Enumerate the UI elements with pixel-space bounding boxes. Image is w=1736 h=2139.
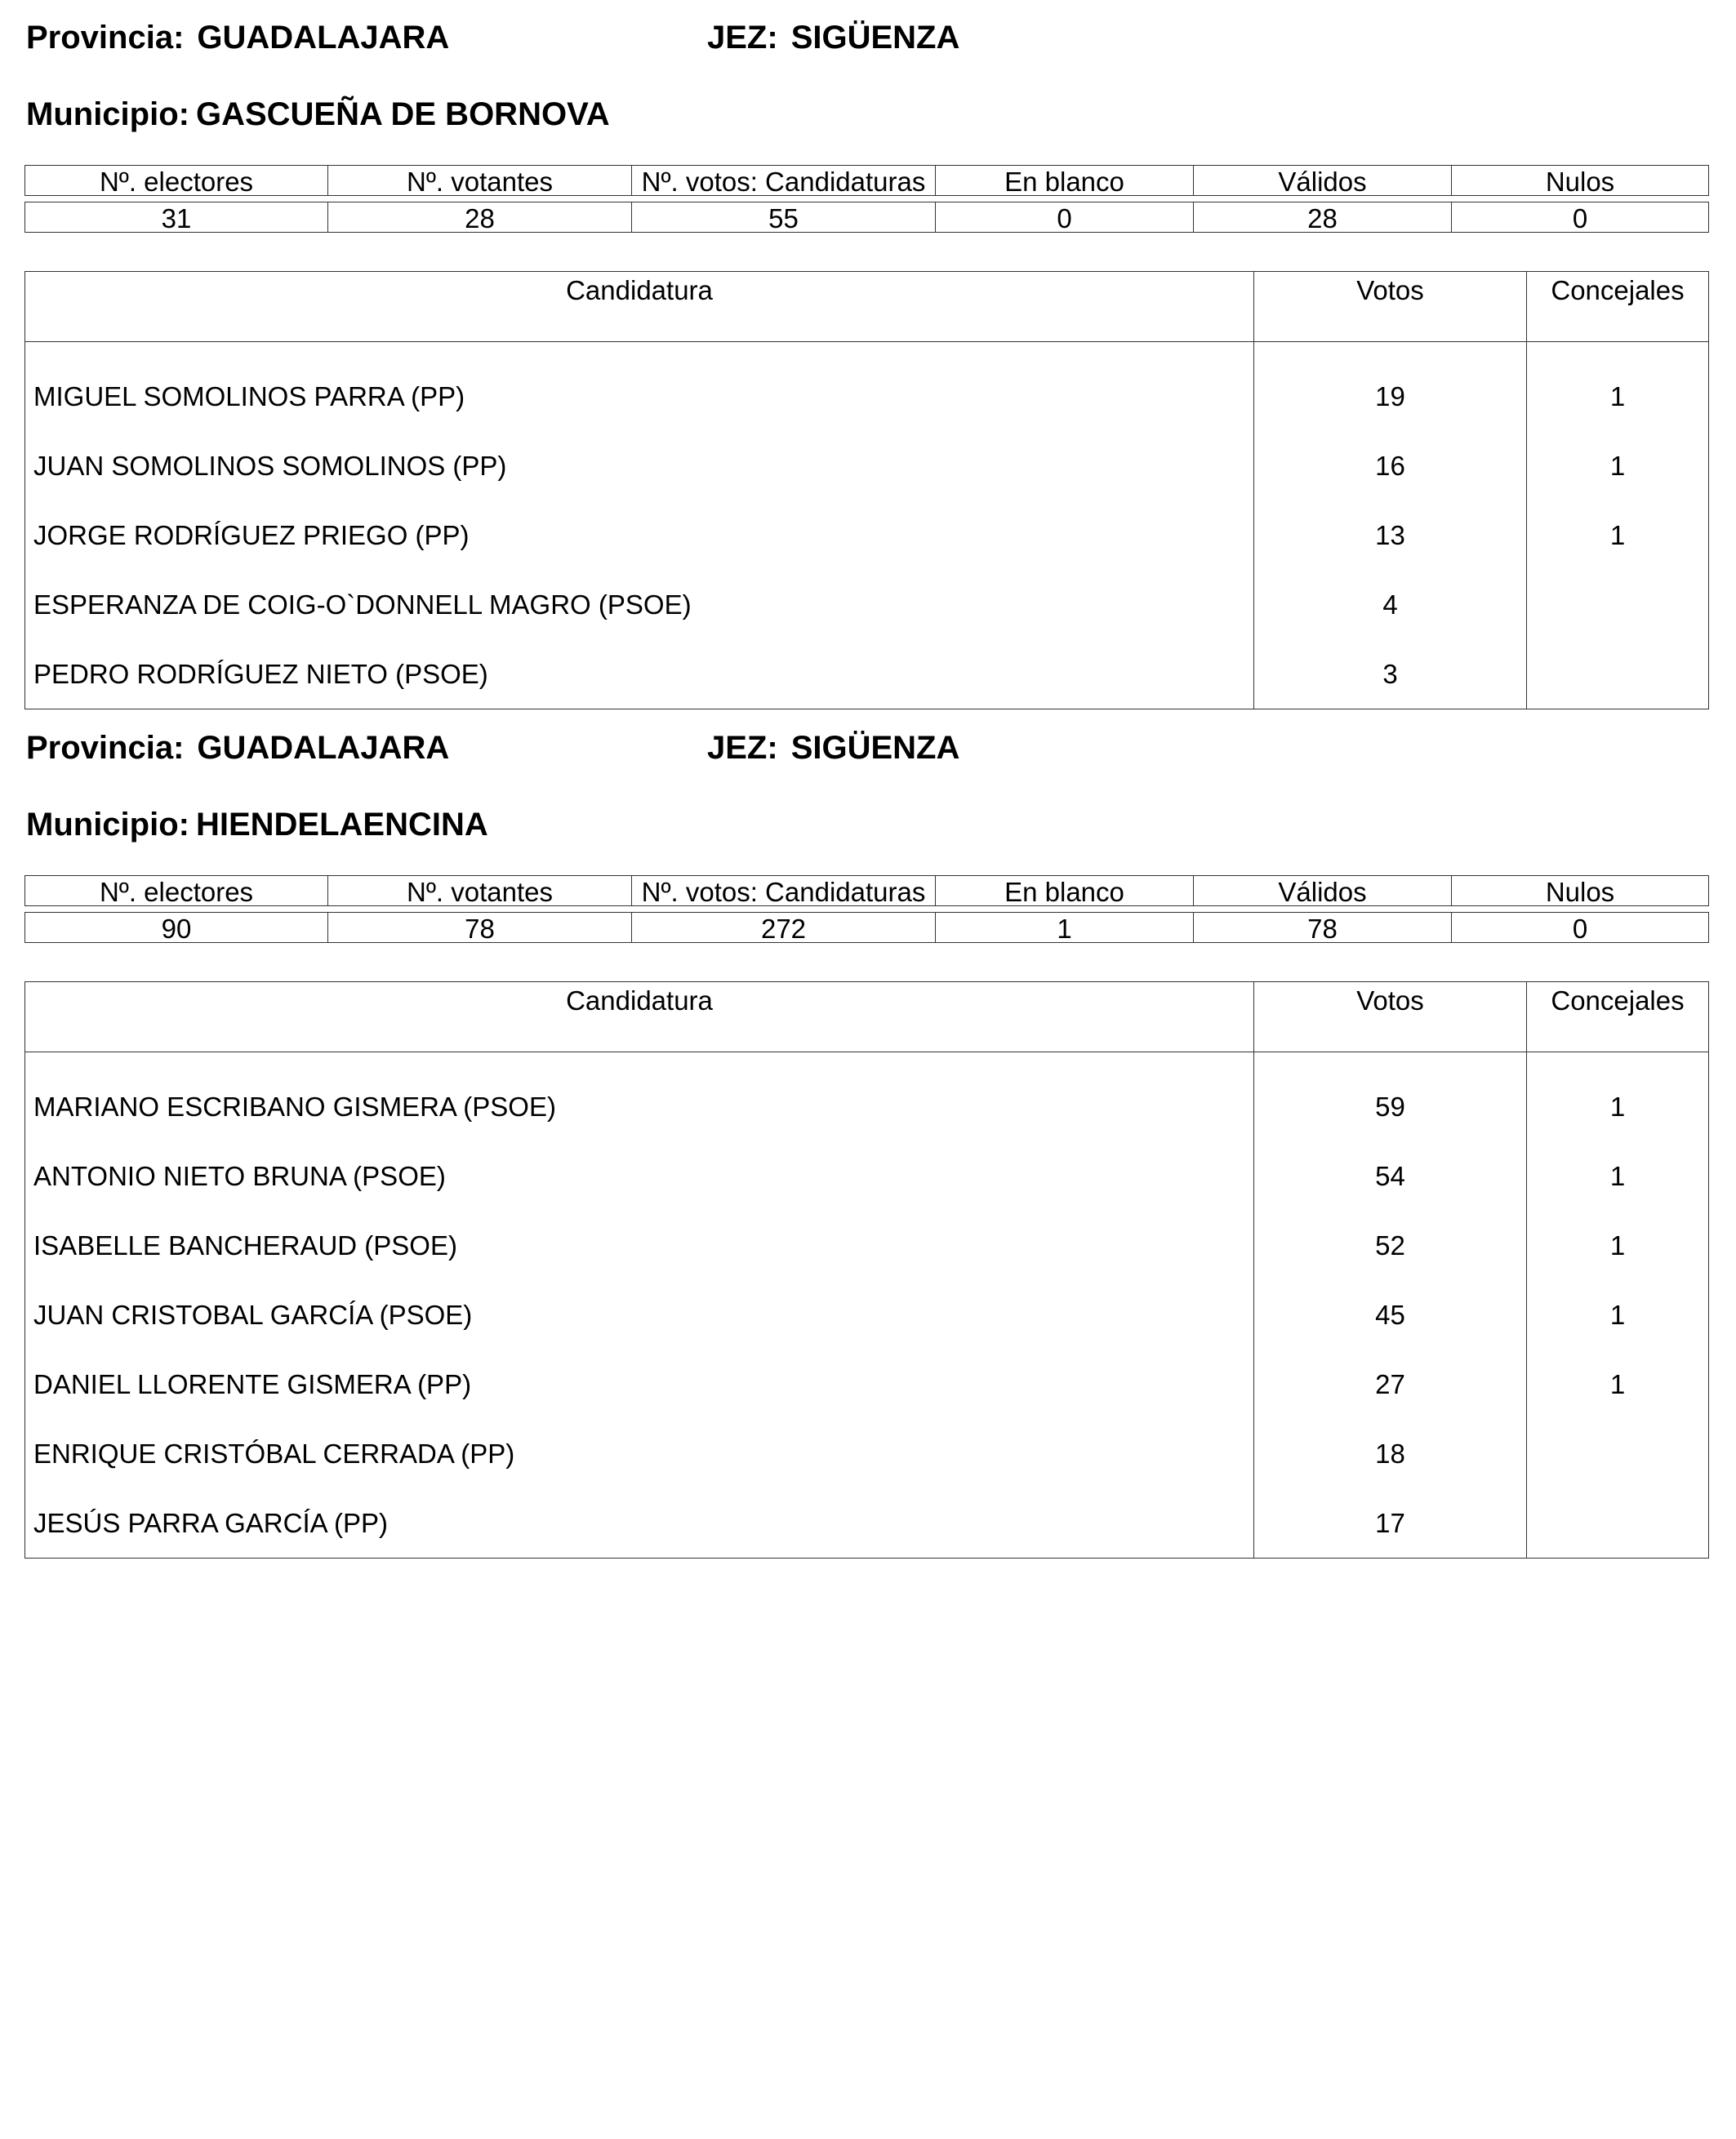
table-row [25, 639, 1709, 709]
candidate-name: ENRIQUE CRISTÓBAL CERRADA (PP) [33, 1438, 515, 1469]
summary-header-cell: Nº. votos: Candidaturas [632, 876, 936, 906]
municipio-line [26, 808, 488, 841]
votos-header: Votos [1254, 272, 1527, 342]
summary-value-cell: 28 [1194, 202, 1452, 233]
concejales-header: Concejales [1527, 982, 1709, 1052]
table-row [25, 1280, 1709, 1350]
table-row [25, 1211, 1709, 1280]
candidate-name: JUAN CRISTOBAL GARCÍA (PSOE) [33, 1299, 473, 1330]
municipio-value: HIENDELAENCINA [195, 807, 488, 843]
table-row [25, 500, 1709, 570]
provincia-line [26, 21, 449, 54]
jez-line [707, 21, 959, 54]
jez-value: SIGÜENZA [790, 20, 960, 56]
provincia-label: Provincia: [26, 730, 185, 766]
summary-header-cell: En blanco [936, 166, 1194, 196]
jez-value: SIGÜENZA [790, 730, 960, 766]
summary-table [24, 165, 1709, 233]
candidate-concejales [1527, 639, 1709, 709]
candidate-votos: 19 [1254, 342, 1527, 432]
candidates-header-row [25, 982, 1709, 1052]
summary-header-cell: En blanco [936, 876, 1194, 906]
summary-header-cell: Nulos [1452, 876, 1709, 906]
candidate-name: MARIANO ESCRIBANO GISMERA (PSOE) [33, 1091, 556, 1122]
provincia-value: GUADALAJARA [197, 20, 450, 56]
candidate-name: MIGUEL SOMOLINOS PARRA (PP) [33, 380, 465, 411]
candidate-name: JESÚS PARRA GARCÍA (PP) [33, 1507, 388, 1538]
candidate-name: PEDRO RODRÍGUEZ NIETO (PSOE) [33, 658, 488, 689]
candidate-concejales [1527, 570, 1709, 639]
summary-value-cell: 31 [25, 202, 328, 233]
municipio-label: Municipio: [26, 807, 189, 843]
candidates-table [24, 981, 1709, 1559]
candidate-votos: 18 [1254, 1419, 1527, 1488]
candidate-votos: 17 [1254, 1488, 1527, 1559]
summary-value-row [25, 202, 1709, 233]
municipio-value: GASCUEÑA DE BORNOVA [195, 96, 610, 132]
summary-header-cell: Nº. electores [25, 876, 328, 906]
candidate-name: DANIEL LLORENTE GISMERA (PP) [33, 1368, 472, 1399]
candidate-concejales: 1 [1527, 1141, 1709, 1211]
summary-value-cell: 0 [1452, 913, 1709, 943]
provincia-label: Provincia: [26, 20, 185, 56]
table-row [25, 431, 1709, 500]
candidate-concejales: 1 [1527, 1350, 1709, 1419]
summary-header-cell: Nulos [1452, 166, 1709, 196]
summary-header-cell: Nº. electores [25, 166, 328, 196]
jez-label: JEZ: [707, 730, 778, 766]
municipio-label: Municipio: [26, 96, 189, 132]
candidate-votos: 52 [1254, 1211, 1527, 1280]
summary-header-cell: Nº. votos: Candidaturas [632, 166, 936, 196]
summary-header-row [25, 166, 1709, 196]
summary-value-cell: 0 [1452, 202, 1709, 233]
candidatura-header: Candidatura [25, 982, 1254, 1052]
summary-header-cell: Nº. votantes [328, 876, 632, 906]
candidate-concejales [1527, 1419, 1709, 1488]
table-row [25, 570, 1709, 639]
candidatura-header: Candidatura [25, 272, 1254, 342]
candidate-concejales [1527, 1488, 1709, 1559]
candidates-table [24, 271, 1709, 709]
candidate-concejales: 1 [1527, 431, 1709, 500]
candidate-concejales: 1 [1527, 342, 1709, 432]
candidate-votos: 3 [1254, 639, 1527, 709]
summary-value-cell: 1 [936, 913, 1194, 943]
candidate-votos: 13 [1254, 500, 1527, 570]
candidate-votos: 54 [1254, 1141, 1527, 1211]
jez-line [707, 732, 959, 764]
summary-header-row [25, 876, 1709, 906]
candidate-votos: 4 [1254, 570, 1527, 639]
summary-header-cell: Nº. votantes [328, 166, 632, 196]
table-row [25, 342, 1709, 432]
summary-value-cell: 55 [632, 202, 936, 233]
candidate-concejales: 1 [1527, 1052, 1709, 1142]
candidate-name: JUAN SOMOLINOS SOMOLINOS (PP) [33, 450, 507, 481]
summary-value-cell: 28 [328, 202, 632, 233]
summary-table [24, 875, 1709, 943]
summary-value-cell: 0 [936, 202, 1194, 233]
summary-value-cell: 78 [1194, 913, 1452, 943]
summary-value-cell: 78 [328, 913, 632, 943]
candidate-concejales: 1 [1527, 1211, 1709, 1280]
candidate-name: ESPERANZA DE COIG-O`DONNELL MAGRO (PSOE) [33, 589, 692, 620]
table-row [25, 1419, 1709, 1488]
municipio-line [26, 98, 610, 131]
summary-value-cell: 90 [25, 913, 328, 943]
concejales-header: Concejales [1527, 272, 1709, 342]
candidate-votos: 45 [1254, 1280, 1527, 1350]
candidate-name: ANTONIO NIETO BRUNA (PSOE) [33, 1160, 446, 1191]
summary-value-row [25, 913, 1709, 943]
candidates-header-row [25, 272, 1709, 342]
table-row [25, 1350, 1709, 1419]
summary-value-cell: 272 [632, 913, 936, 943]
provincia-value: GUADALAJARA [197, 730, 450, 766]
table-row [25, 1141, 1709, 1211]
table-row [25, 1052, 1709, 1142]
candidate-votos: 59 [1254, 1052, 1527, 1142]
candidate-concejales: 1 [1527, 500, 1709, 570]
summary-header-cell: Válidos [1194, 166, 1452, 196]
summary-header-cell: Válidos [1194, 876, 1452, 906]
votos-header: Votos [1254, 982, 1527, 1052]
candidate-concejales: 1 [1527, 1280, 1709, 1350]
provincia-line [26, 732, 449, 764]
candidate-name: JORGE RODRÍGUEZ PRIEGO (PP) [33, 519, 470, 550]
jez-label: JEZ: [707, 20, 778, 56]
candidate-name: ISABELLE BANCHERAUD (PSOE) [33, 1230, 457, 1261]
table-row [25, 1488, 1709, 1559]
candidate-votos: 16 [1254, 431, 1527, 500]
candidate-votos: 27 [1254, 1350, 1527, 1419]
